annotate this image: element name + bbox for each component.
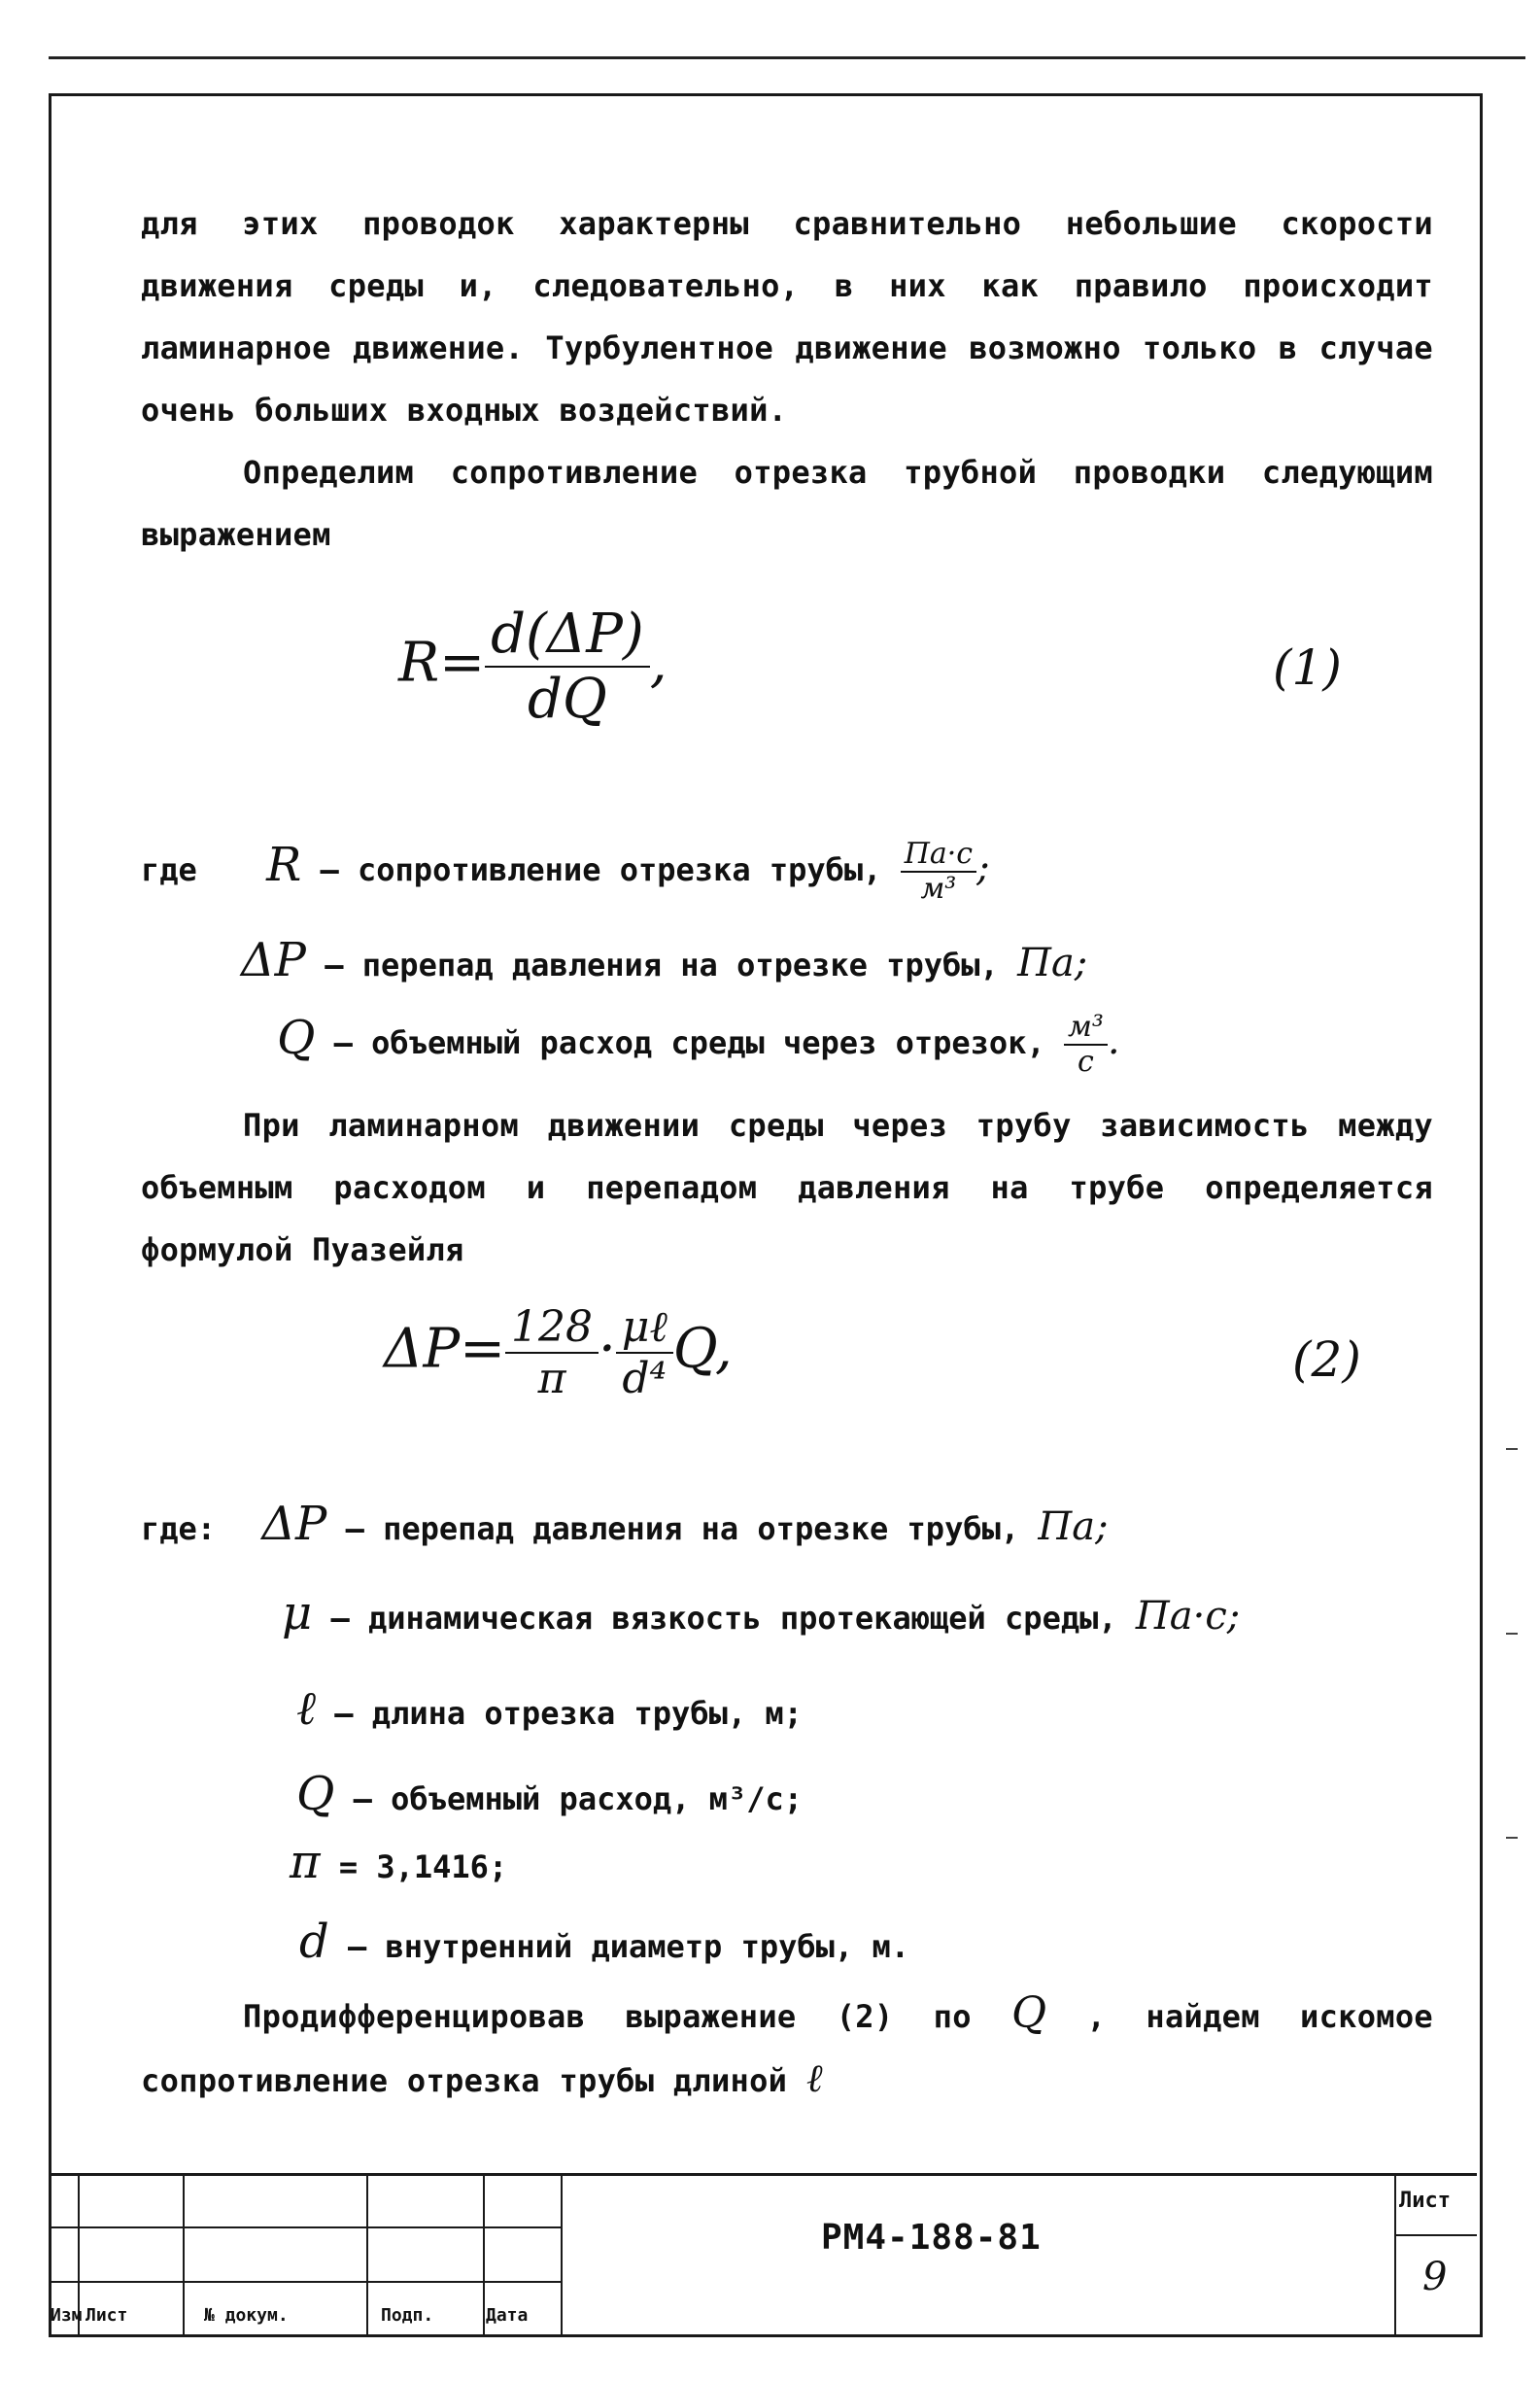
formula-1-numerator: d(ΔP) xyxy=(485,603,650,668)
sheet-label: Лист xyxy=(1399,2189,1451,2213)
def-Q xyxy=(277,1011,1120,1079)
unit-R-den: м³ xyxy=(920,872,957,906)
margin-tick xyxy=(1506,1837,1518,1839)
def2-Q-text: – объемный расход, м³/с; xyxy=(353,1780,803,1817)
tb-divider xyxy=(1394,2176,1396,2334)
paragraph-differentiate xyxy=(141,1983,1433,2112)
def-Q-text: – объемный расход среды через отрезок, xyxy=(333,1024,1045,1061)
paragraph-define-resistance xyxy=(141,441,1433,566)
formula-2-fraction xyxy=(616,1302,673,1403)
tb-col-izm: Изм xyxy=(51,2305,83,2326)
tb-col-sign: Подп. xyxy=(381,2305,434,2326)
symbol-d: d xyxy=(299,1915,329,1969)
def-dP xyxy=(241,933,1087,987)
symbol-R: R xyxy=(266,838,302,892)
tb-row-line xyxy=(49,2281,561,2283)
unit-dP: Па; xyxy=(1017,941,1088,985)
unit-R-end: ; xyxy=(976,845,990,890)
tb-col-list: Лист xyxy=(86,2305,128,2326)
unit-Q-den: с xyxy=(1078,1045,1094,1079)
paragraph-define-resistance-text: Определим сопротивление отрезка трубной проводки следующим выражением xyxy=(141,454,1433,553)
symbol-mu: μ xyxy=(282,1586,313,1640)
formula-2-lhs: ΔP= xyxy=(384,1317,506,1381)
def2-mu-text: – динамическая вязкость протекающей среды, xyxy=(330,1600,1117,1637)
tb-col-doc: № докум. xyxy=(204,2305,289,2326)
document-code: РМ4-188-81 xyxy=(821,2218,1042,2258)
def2-dP-text: – перепад давления на отрезке трубы, xyxy=(345,1510,1020,1547)
unit-R-fraction xyxy=(901,838,976,906)
def2-pi xyxy=(290,1835,507,1889)
tb-row-line xyxy=(49,2226,561,2228)
formula-2-num: μℓ xyxy=(616,1302,673,1354)
symbol-Q-2: Q xyxy=(296,1767,335,1821)
paragraph-poiseuille xyxy=(141,1094,1433,1281)
top-rule xyxy=(49,56,1525,59)
where-label-2: где: xyxy=(141,1510,217,1547)
formula-2 xyxy=(384,1302,733,1403)
def2-mu xyxy=(282,1586,1240,1640)
margin-tick xyxy=(1506,1633,1518,1635)
sheet-number: 9 xyxy=(1422,2255,1448,2299)
formula-1 xyxy=(398,603,667,731)
formula-2-den: d⁴ xyxy=(622,1354,667,1403)
symbol-l: ℓ xyxy=(296,1681,316,1736)
paragraph-differentiate-a: Продифференцировав выражение (2) по xyxy=(243,1998,972,2035)
formula-2-tail: Q, xyxy=(672,1317,733,1381)
paragraph-differentiate-b: , найдем искомое сопротивление отрезка трубы длиной xyxy=(141,1998,1433,2099)
equation-number-2: (2) xyxy=(1292,1331,1361,1388)
symbol-pi: π xyxy=(290,1835,321,1889)
formula-2-coef-den: π xyxy=(537,1354,566,1403)
unit-Q-num: м³ xyxy=(1064,1011,1108,1046)
tb-divider xyxy=(183,2176,185,2334)
symbol-delta-P-2: ΔP xyxy=(261,1497,327,1551)
formula-1-denominator: dQ xyxy=(528,668,607,731)
def2-d-text: – внутренний диаметр трубы, м. xyxy=(348,1928,909,1965)
unit-Q-fraction xyxy=(1064,1011,1108,1079)
tb-row-line xyxy=(1394,2234,1477,2236)
def-R xyxy=(141,838,990,906)
tb-divider xyxy=(483,2176,485,2334)
paragraph-intro: для этих проводок характерны сравнительно небольшие скорости движения среды и, следовательно, в них как правило происходит ламинарное движение. Турбулентное движение возможно только в случае очень больших входных воздействий. xyxy=(141,205,1433,429)
def2-l xyxy=(296,1681,803,1736)
equation-number-1: (1) xyxy=(1273,639,1342,696)
formula-2-dot: · xyxy=(599,1317,616,1381)
paragraph-poiseuille-text: При ламинарном движении среды через трубу зависимость между объемным расходом и перепадом давления на трубе определяется формулой Пуазейля xyxy=(141,1107,1433,1268)
tb-divider xyxy=(561,2176,563,2334)
def-dP-text: – перепад давления на отрезке трубы, xyxy=(325,947,999,983)
def2-dP xyxy=(141,1497,1109,1551)
unit2-dP: Па; xyxy=(1038,1504,1109,1549)
def2-l-text: – длина отрезка трубы, м; xyxy=(334,1695,803,1732)
formula-2-coef-num: 128 xyxy=(505,1302,599,1354)
tb-col-date: Дата xyxy=(486,2305,529,2326)
def2-d xyxy=(299,1915,909,1969)
symbol-Q: Q xyxy=(277,1011,316,1065)
def2-Q xyxy=(296,1767,803,1821)
symbol-delta-P: ΔP xyxy=(241,933,306,987)
def2-pi-text: = 3,1416; xyxy=(338,1848,508,1885)
formula-1-lhs: R= xyxy=(398,631,486,695)
formula-1-fraction xyxy=(485,603,650,731)
inline-symbol-Q: Q xyxy=(1011,1988,1047,2038)
tb-divider xyxy=(366,2176,368,2334)
margin-tick xyxy=(1506,1448,1518,1450)
formula-2-coef xyxy=(505,1302,599,1403)
def-R-text: – сопротивление отрезка трубы, xyxy=(320,851,882,888)
formula-1-tail: , xyxy=(649,631,667,695)
where-label: где xyxy=(141,851,197,888)
unit-Q-end: . xyxy=(1107,1018,1120,1063)
unit2-mu: Па·с; xyxy=(1135,1594,1241,1639)
unit-R-num: Па·с xyxy=(901,838,976,873)
inline-symbol-l: ℓ xyxy=(805,2056,823,2101)
